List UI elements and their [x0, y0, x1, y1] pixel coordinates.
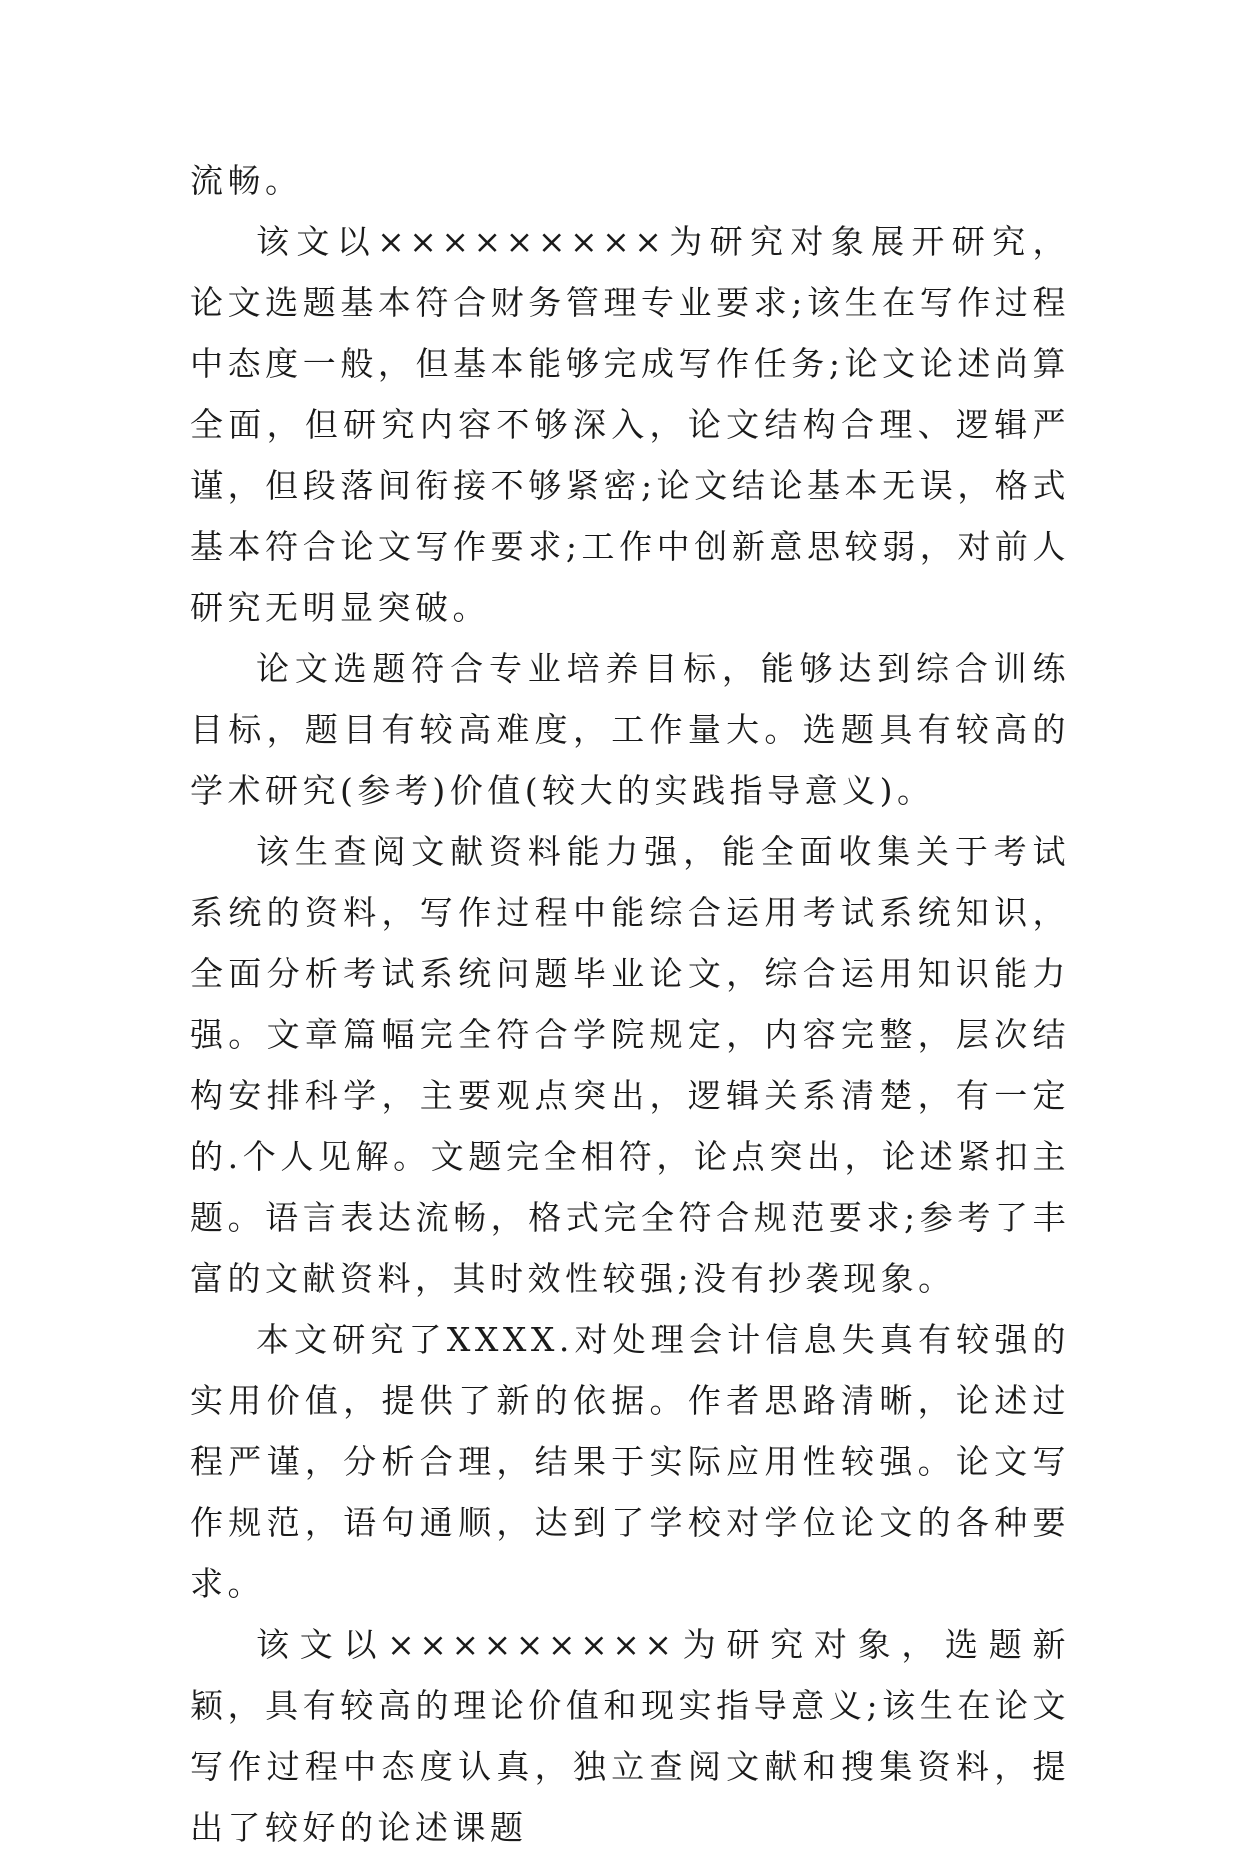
paragraph-evaluation-5: 该文以×××××××××为研究对象，选题新颖，具有较高的理论价值和现实指导意义;该生在论文写作过程中态度认真，独立查阅文献和搜集资料，提出了较好的论述课题	[190, 1625, 1070, 1847]
paragraph-evaluation-1: 该文以×××××××××为研究对象展开研究，论文选题基本符合财务管理专业要求;该生在写作过程中态度一般，但基本能够完成写作任务;论文论述尚算全面，但研究内容不够深入，论文结构合理、逻辑严谨，但段落间衔接不够紧密;论文结论基本无误，格式基本符合论文写作要求;工作中创新意思较弱，对前人研究无明显突破。	[190, 222, 1070, 627]
paragraph-continuation: 流畅。	[190, 161, 303, 200]
paragraph-evaluation-4: 本文研究了XXXX.对处理会计信息失真有较强的实用价值，提供了新的依据。作者思路清晰，论述过程严谨，分析合理，结果于实际应用性较强。论文写作规范，语句通顺，达到了学校对学位论文的各种要求。	[190, 1320, 1070, 1603]
document-body	[190, 150, 1070, 1858]
paragraph-evaluation-2: 论文选题符合专业培养目标，能够达到综合训练目标，题目有较高难度，工作量大。选题具有较高的学术研究(参考)价值(较大的实践指导意义)。	[190, 649, 1070, 810]
paragraph-evaluation-3: 该生查阅文献资料能力强，能全面收集关于考试系统的资料，写作过程中能综合运用考试系统知识，全面分析考试系统问题毕业论文，综合运用知识能力强。文章篇幅完全符合学院规定，内容完整，层次结构安排科学，主要观点突出，逻辑关系清楚，有一定的.个人见解。文题完全相符，论点突出，论述紧扣主题。语言表达流畅，格式完全符合规范要求;参考了丰富的文献资料，其时效性较强;没有抄袭现象。	[190, 832, 1070, 1298]
